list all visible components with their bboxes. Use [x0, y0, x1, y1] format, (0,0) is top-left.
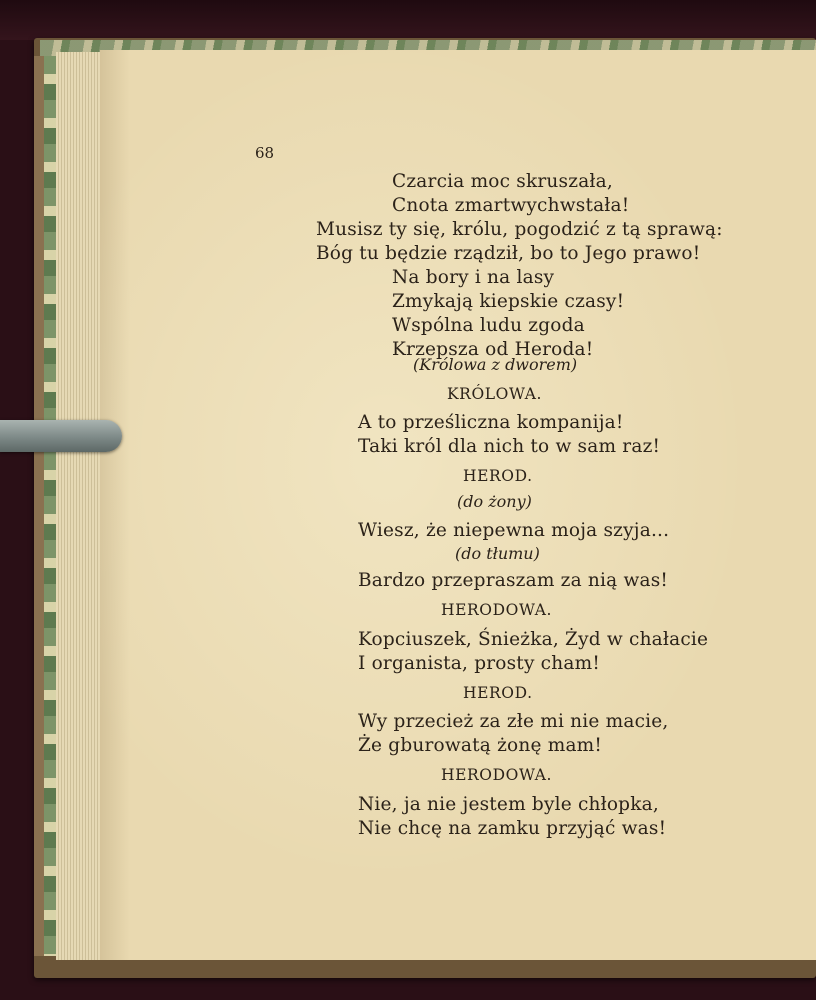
speaker-name: HERODOWA. [441, 601, 553, 619]
verse-line: Zmykają kiepskie czasy! [392, 291, 625, 312]
verse-line: Na bory i na lasy [392, 267, 555, 288]
stage-direction: (do tłumu) [455, 544, 540, 563]
verse-line: Bardzo przepraszam za nią was! [358, 570, 669, 591]
verse-line: Że gburowatą żonę mam! [358, 735, 603, 756]
speaker-name: HEROD. [463, 467, 533, 485]
verse-line: Czarcia moc skruszała, [392, 171, 613, 192]
speaker-name: HEROD. [463, 684, 533, 702]
verse-line: Wspólna ludu zgoda [392, 315, 585, 336]
verse-line: Musisz ty się, królu, pogodzić z tą sprawą: [316, 219, 723, 240]
verse-line: A to prześliczna kompanija! [358, 412, 624, 433]
verse-line: Taki król dla nich to w sam raz! [358, 436, 661, 457]
speaker-name: HERODOWA. [441, 766, 553, 784]
verse-line: Bóg tu będzie rządził, bo to Jego prawo! [316, 243, 701, 264]
stage-direction: (do żony) [457, 492, 532, 511]
verse-line: Nie chcę na zamku przyjąć was! [358, 818, 667, 839]
verse-line: Wiesz, że niepewna moja szyja... [358, 520, 670, 541]
verse-line: Krzepsza od Heroda! [392, 339, 594, 360]
verse-line: Wy przecież za złe mi nie macie, [358, 711, 669, 732]
verse-line: Cnota zmartwychwstała! [392, 195, 630, 216]
verse-line: Nie, ja nie jestem byle chłopka, [358, 794, 659, 815]
stage-direction: (Królowa z dworem) [413, 355, 578, 374]
verse-line: Kopciuszek, Śnieżka, Żyd w chałacie [358, 629, 709, 650]
speaker-name: KRÓLOWA. [447, 385, 543, 403]
verse-line: I organista, prosty cham! [358, 653, 600, 674]
page-number: 68 [255, 144, 275, 162]
